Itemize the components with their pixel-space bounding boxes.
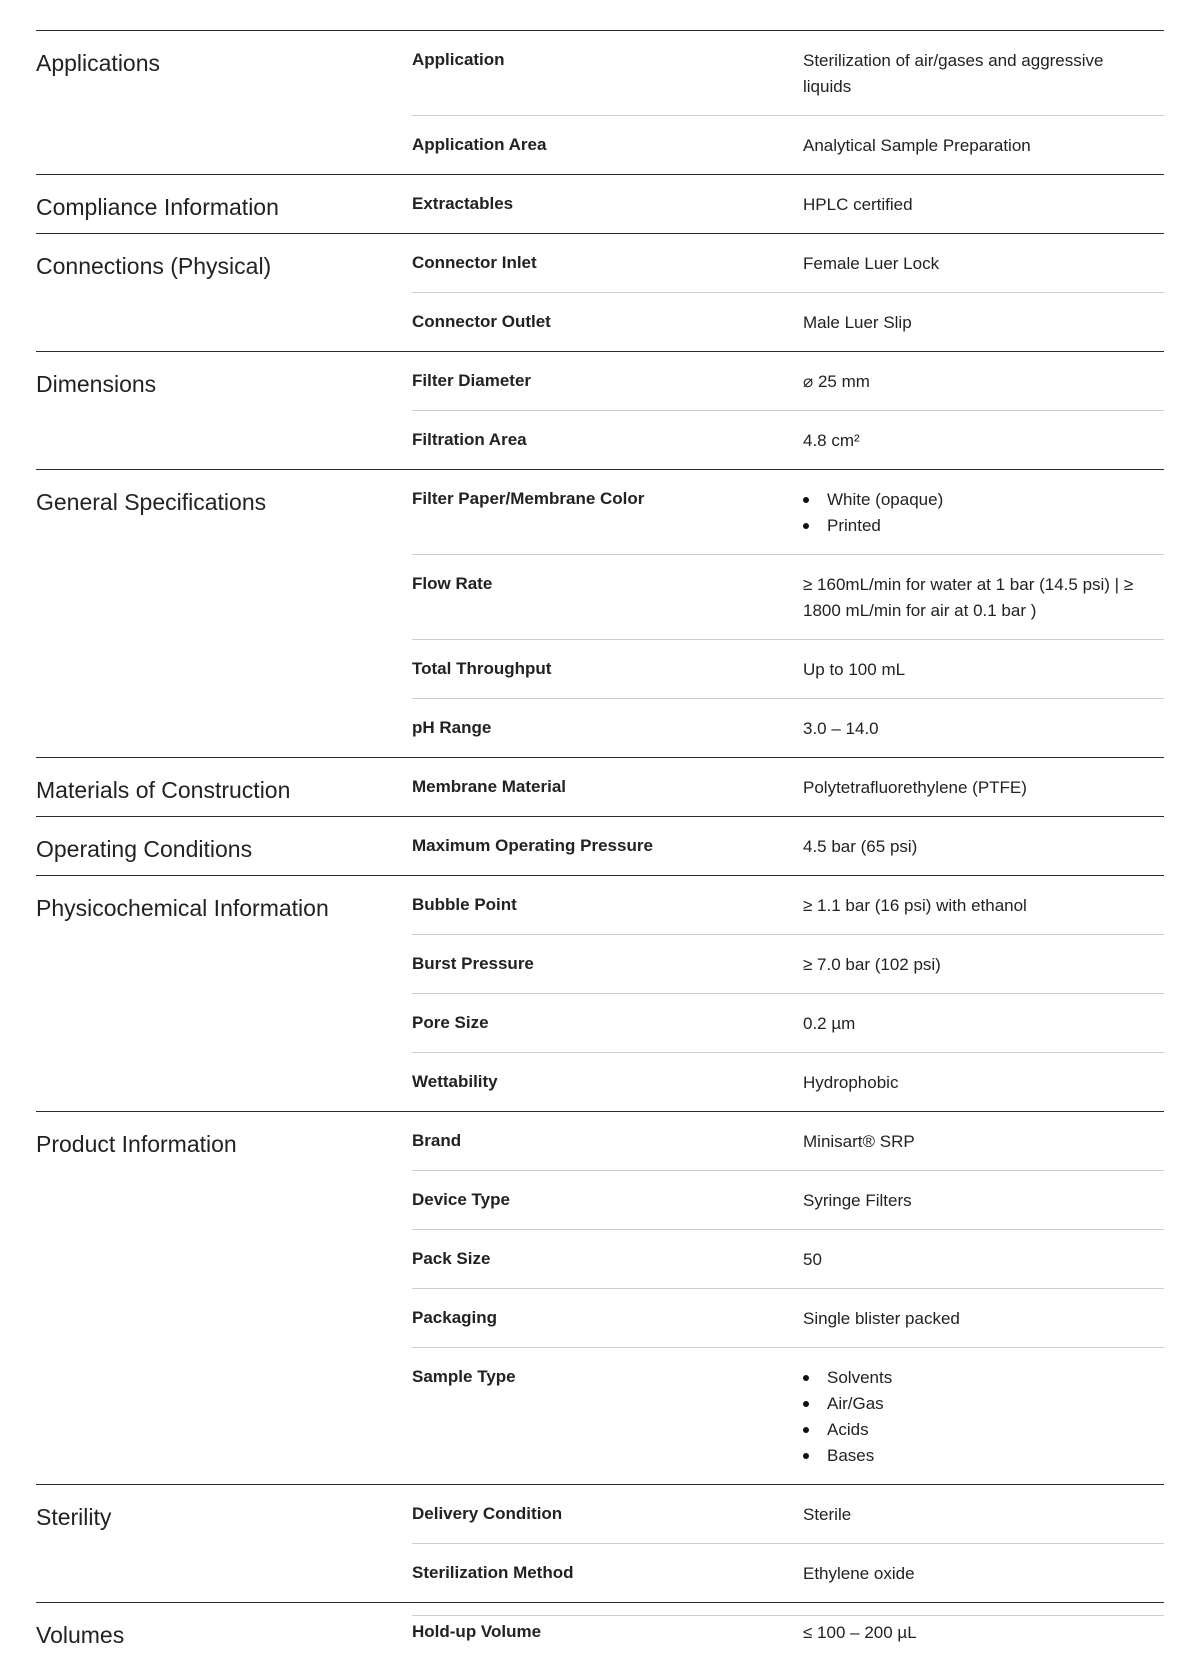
spec-row (412, 1289, 1164, 1348)
value-list-item: Acids (827, 1417, 1144, 1443)
value-list-item: Printed (827, 513, 1144, 539)
spec-row (412, 31, 1164, 116)
section-rows (412, 1485, 1164, 1602)
spec-label: Pore Size (412, 1013, 489, 1032)
value-list-item: White (opaque) (827, 487, 1144, 513)
spec-label: Burst Pressure (412, 954, 534, 973)
section-heading: Sterility (36, 1504, 112, 1530)
spec-label: Filter Paper/Membrane Color (412, 489, 645, 508)
spec-row (412, 1230, 1164, 1289)
spec-value: Sterile (803, 1505, 852, 1524)
spec-value: ≥ 7.0 bar (102 psi) (803, 955, 941, 974)
spec-label: Delivery Condition (412, 1504, 563, 1523)
spec-row (412, 1603, 1164, 1661)
spec-label: Sample Type (412, 1367, 516, 1386)
spec-label: Hold-up Volume (412, 1622, 542, 1641)
spec-value: Single blister packed (803, 1309, 960, 1328)
spec-label: Sterilization Method (412, 1563, 574, 1582)
spec-label: Membrane Material (412, 777, 566, 796)
spec-section (36, 1603, 1164, 1661)
spec-label: Extractables (412, 194, 514, 213)
section-heading: Materials of Construction (36, 777, 291, 803)
spec-row (412, 1171, 1164, 1230)
spec-label: Flow Rate (412, 574, 493, 593)
spec-row (412, 994, 1164, 1053)
spec-label: Filter Diameter (412, 371, 532, 390)
spec-label: Wettability (412, 1072, 498, 1091)
spec-label: Maximum Operating Pressure (412, 836, 653, 855)
spec-label: Connector Outlet (412, 312, 551, 331)
section-rows (412, 234, 1164, 351)
spec-row (412, 234, 1164, 293)
spec-value: HPLC certified (803, 195, 913, 214)
spec-label: Packaging (412, 1308, 498, 1327)
spec-row (412, 1485, 1164, 1544)
spec-label: Bubble Point (412, 895, 517, 914)
spec-value (803, 1365, 1164, 1469)
section-rows (412, 175, 1164, 233)
spec-label: Device Type (412, 1190, 510, 1209)
section-rows (412, 817, 1164, 875)
spec-value: Sterilization of air/gases and aggressive liquids (803, 51, 1104, 96)
section-rows (412, 1603, 1164, 1661)
value-list-item: Bases (827, 1443, 1144, 1469)
spec-section (36, 234, 1164, 352)
section-heading: Product Information (36, 1131, 237, 1157)
section-rows (412, 758, 1164, 816)
spec-label: Brand (412, 1131, 462, 1150)
divider (412, 1615, 1164, 1616)
spec-label: Total Throughput (412, 659, 552, 678)
spec-row (412, 175, 1164, 233)
spec-value: 0.2 µm (803, 1014, 856, 1033)
spec-section (36, 758, 1164, 817)
spec-row (412, 293, 1164, 351)
section-rows (412, 352, 1164, 469)
spec-label: Pack Size (412, 1249, 491, 1268)
spec-section (36, 1485, 1164, 1603)
spec-section (36, 876, 1164, 1112)
spec-value: ⌀ 25 mm (803, 372, 870, 391)
spec-section (36, 1112, 1164, 1485)
spec-value: Hydrophobic (803, 1073, 899, 1092)
spec-value: Analytical Sample Preparation (803, 136, 1031, 155)
spec-label: Application Area (412, 135, 547, 154)
spec-label: Connector Inlet (412, 253, 537, 272)
spec-row (412, 876, 1164, 935)
value-list-item: Air/Gas (827, 1391, 1144, 1417)
spec-label: Filtration Area (412, 430, 527, 449)
spec-value: Polytetrafluorethylene (PTFE) (803, 778, 1027, 797)
spec-section (36, 175, 1164, 234)
spec-value: 4.8 cm² (803, 431, 860, 450)
spec-row (412, 817, 1164, 875)
spec-value: 4.5 bar (65 psi) (803, 837, 918, 856)
spec-value: 50 (803, 1250, 822, 1269)
value-list-item: Solvents (827, 1365, 1144, 1391)
section-rows (412, 1112, 1164, 1484)
spec-row (412, 1112, 1164, 1171)
spec-value (803, 487, 1164, 539)
spec-value: ≤ 100 – 200 µL (803, 1623, 917, 1642)
section-heading: Applications (36, 50, 161, 76)
spec-row (412, 640, 1164, 699)
section-heading: Operating Conditions (36, 836, 253, 862)
spec-section (36, 352, 1164, 470)
section-rows (412, 31, 1164, 174)
section-heading: General Specifications (36, 489, 267, 515)
section-heading: Physicochemical Information (36, 895, 329, 921)
spec-row (412, 1348, 1164, 1484)
spec-section (36, 470, 1164, 758)
spec-table (36, 30, 1164, 1661)
spec-value: ≥ 160mL/min for water at 1 bar (14.5 psi) | ≥ 1800 mL/min for air at 0.1 bar ) (803, 575, 1134, 620)
spec-row (412, 555, 1164, 640)
spec-row (412, 758, 1164, 816)
spec-value: Up to 100 mL (803, 660, 906, 679)
spec-value: 3.0 – 14.0 (803, 719, 879, 738)
spec-value: Ethylene oxide (803, 1564, 915, 1583)
section-rows (412, 876, 1164, 1111)
spec-row (412, 1544, 1164, 1602)
spec-row (412, 116, 1164, 174)
spec-row (412, 411, 1164, 469)
spec-row (412, 1053, 1164, 1111)
spec-row (412, 935, 1164, 994)
spec-row (412, 352, 1164, 411)
value-list (803, 487, 1144, 539)
spec-row (412, 699, 1164, 757)
spec-section (36, 31, 1164, 175)
spec-label: Application (412, 50, 505, 69)
section-heading: Volumes (36, 1622, 125, 1648)
section-heading: Dimensions (36, 371, 157, 397)
value-list (803, 1365, 1144, 1469)
spec-value: Syringe Filters (803, 1191, 912, 1210)
section-heading: Connections (Physical) (36, 253, 272, 279)
spec-value: Minisart® SRP (803, 1132, 915, 1151)
section-rows (412, 470, 1164, 757)
spec-row (412, 470, 1164, 555)
spec-value: ≥ 1.1 bar (16 psi) with ethanol (803, 896, 1027, 915)
spec-value: Male Luer Slip (803, 313, 912, 332)
section-heading: Compliance Information (36, 194, 279, 220)
spec-label: pH Range (412, 718, 492, 737)
spec-section (36, 817, 1164, 876)
spec-value: Female Luer Lock (803, 254, 940, 273)
